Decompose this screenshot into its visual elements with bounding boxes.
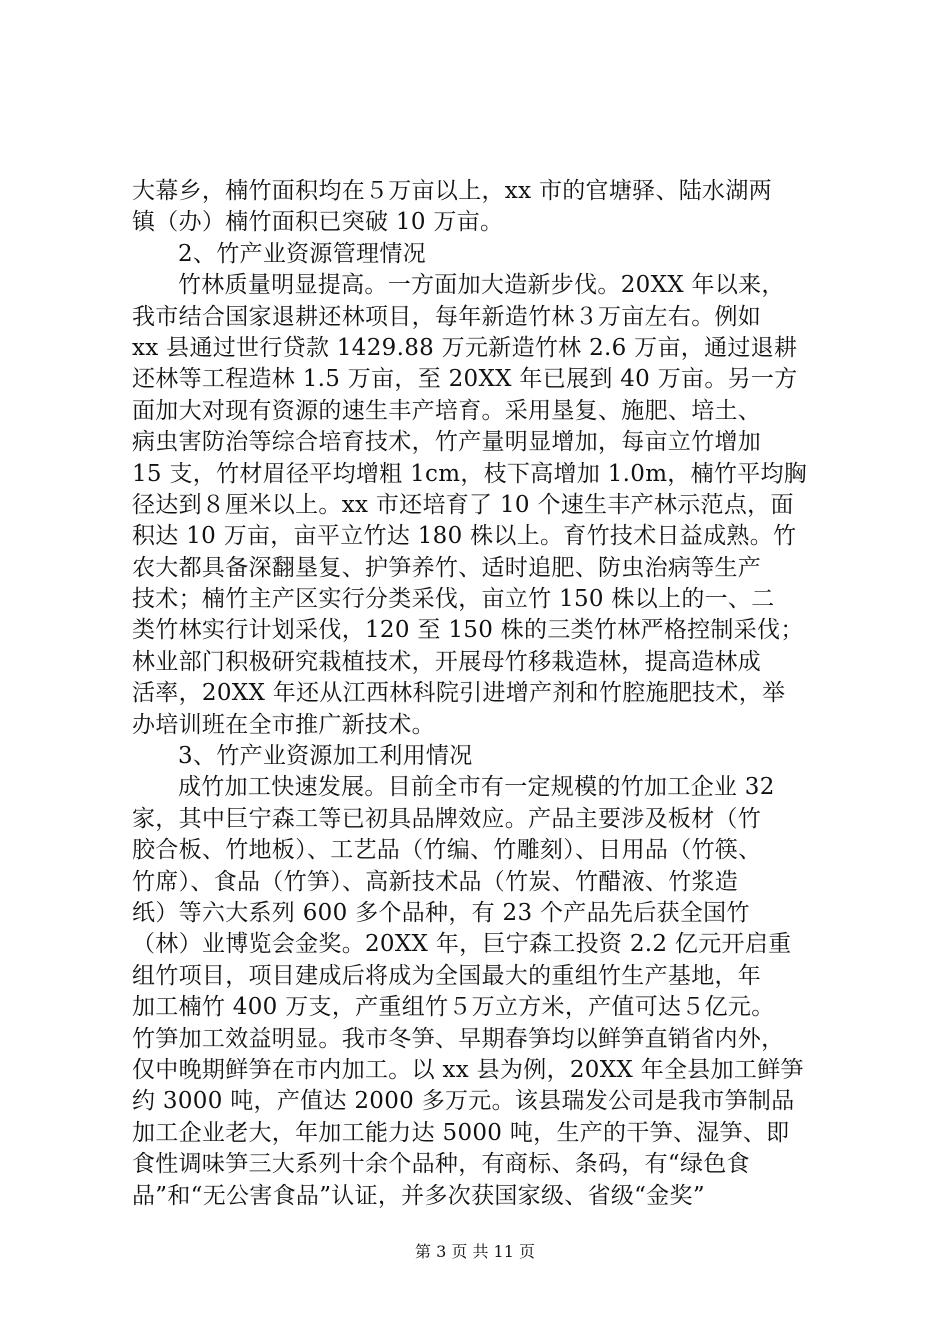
text-line: 胶合板、竹地板）、工艺品（竹编、竹雕刻）、日用品（竹筷、	[132, 837, 762, 864]
text-line: 竹笋加工效益明显。我市冬笋、早期春笋均以鲜笋直销省内外，	[132, 1025, 785, 1052]
text-line: 病虫害防治等综合培育技术，竹产量明显增加，每亩立竹增加	[132, 429, 762, 456]
text-line: 品”和“无公害食品”认证，并多次获国家级、省级“金奖”	[132, 1182, 705, 1209]
text-line: 技术；楠竹主产区实行分类采伐，亩立竹 150 株以上的一、二	[132, 586, 775, 613]
text-line: 面加大对现有资源的速生丰产培育。采用垦复、施肥、培土、	[132, 397, 762, 424]
section-heading: 3、竹产业资源加工利用情况	[178, 743, 473, 770]
text-line: 15 支，竹材眉径平均增粗 1cm，枝下高增加 1.0m，楠竹平均胸	[132, 460, 808, 487]
text-line: 仅中晚期鲜笋在市内加工。以 xx 县为例，20XX 年全县加工鲜笋	[132, 1056, 804, 1083]
text-line: 积达 10 万亩，亩平立竹达 180 株以上。育竹技术日益成熟。竹	[132, 523, 797, 550]
text-line: 类竹林实行计划采伐，120 至 150 株的三类竹林严格控制采伐；	[132, 617, 804, 644]
section-heading: 2、竹产业资源管理情况	[178, 240, 426, 267]
text-line: 加工楠竹 400 万支，产重组竹５万立方米，产值可达５亿元。	[132, 994, 775, 1021]
text-line: 镇（办）楠竹面积已突破 10 万亩。	[132, 209, 504, 236]
text-line: 径达到８厘米以上。xx 市还培育了 10 个速生丰产林示范点，面	[132, 491, 794, 518]
text-line: 林业部门积极研究栽植技术，开展母竹移栽造林，提高造林成	[132, 648, 762, 675]
text-line: 还林等工程造林 1.5 万亩，至 20XX 年已展到 40 万亩。另一方	[132, 366, 798, 393]
text-line: 食性调味笋三大系列十余个品种，有商标、条码，有“绿色食	[132, 1151, 750, 1178]
page-number-footer: 第 3 页 共 11 页	[415, 1242, 535, 1261]
text-line: 约 3000 吨，产值达 2000 多万元。该县瑞发公司是我市笋制品	[132, 1088, 795, 1115]
text-line: 家，其中巨宁森工等已初具品牌效应。产品主要涉及板材（竹	[132, 805, 762, 832]
text-line: 加工企业老大，年加工能力达 5000 吨，生产的干笋、湿笋、即	[132, 1119, 790, 1146]
text-line: 竹席）、食品（竹笋）、高新技术品（竹炭、竹醋液、竹浆造	[132, 868, 739, 895]
text-line: 农大都具备深翻垦复、护笋养竹、适时追肥、防虫治病等生产	[132, 554, 762, 581]
paragraph-start-line: 成竹加工快速发展。目前全市有一定规模的竹加工企业 32	[178, 774, 775, 801]
text-line: （林）业博览会金奖。20XX 年，巨宁森工投资 2.2 亿元开启重	[132, 931, 792, 958]
text-line: 办培训班在全市推广新技术。	[132, 711, 435, 738]
text-line: 我市结合国家退耕还林项目，每年新造竹林３万亩左右。例如	[132, 303, 762, 330]
text-line: 活率，20XX 年还从江西林科院引进增产剂和竹腔施肥技术，举	[132, 680, 786, 707]
paragraph-start-line: 竹林质量明显提高。一方面加大造新步伐。20XX 年以来，	[178, 272, 785, 299]
text-line: 组竹项目，项目建成后将成为全国最大的重组竹生产基地，年	[132, 962, 762, 989]
document-body	[132, 176, 832, 1212]
text-line: 纸）等六大系列 600 多个品种，有 23 个产品先后获全国竹	[132, 899, 750, 926]
text-line: 大幕乡，楠竹面积均在５万亩以上，xx 市的官塘驿、陆水湖两	[132, 178, 772, 204]
text-line: xx 县通过世行贷款 1429.88 万元新造竹林 2.6 万亩，通过退耕	[132, 334, 798, 361]
